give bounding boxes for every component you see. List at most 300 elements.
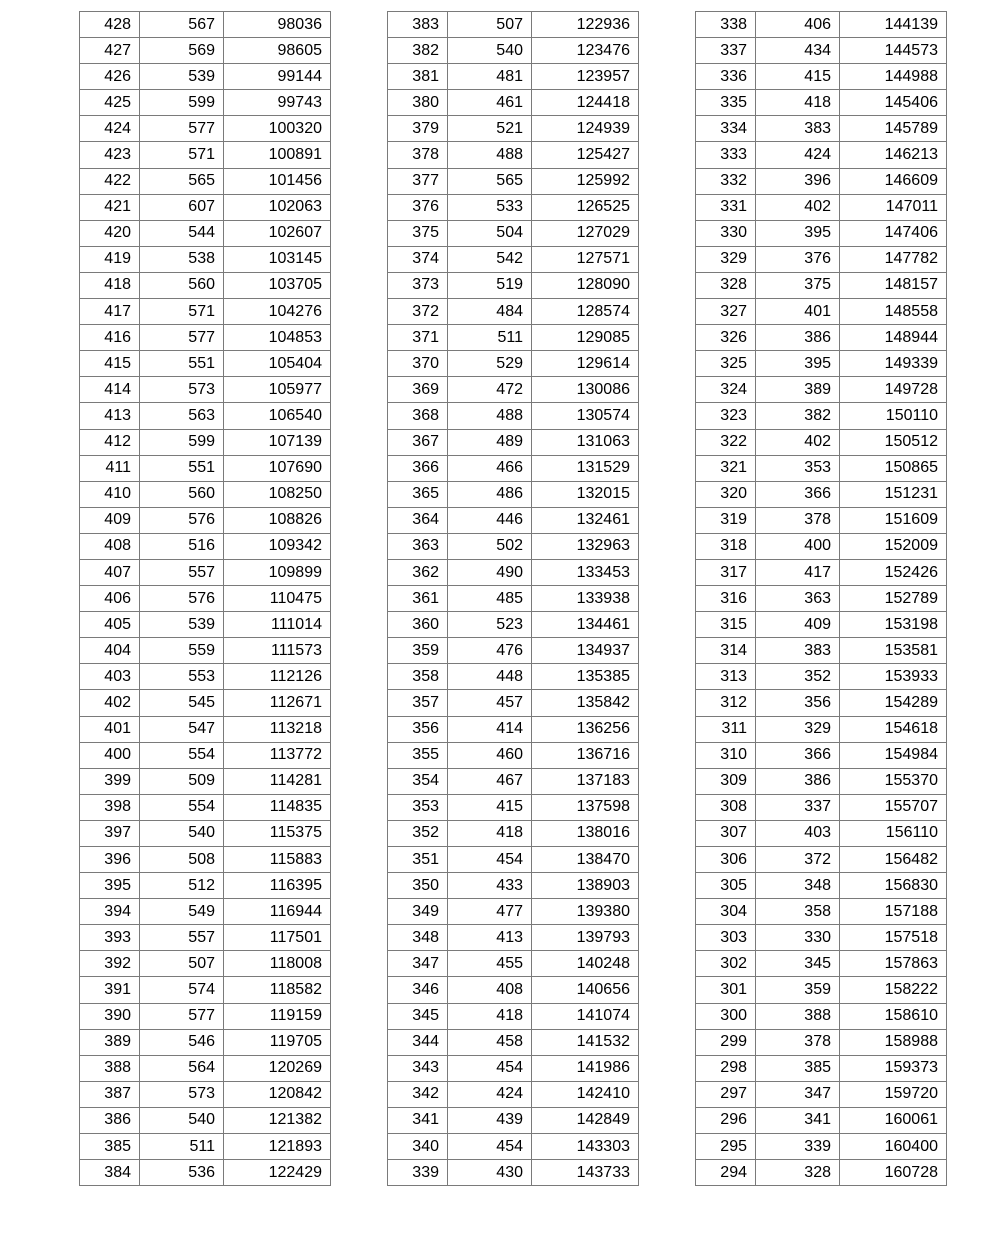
table-row [388,455,639,481]
cumulative-cell: 105977 [224,377,331,403]
cumulative-cell: 132461 [532,507,639,533]
table-row [80,820,331,846]
table-row [80,507,331,533]
cumulative-cell: 123957 [532,64,639,90]
cumulative-cell: 139793 [532,925,639,951]
table-row [696,194,947,220]
score-cell: 380 [388,90,448,116]
table-row [80,455,331,481]
cumulative-cell: 114835 [224,794,331,820]
table-row [80,951,331,977]
cumulative-cell: 113218 [224,716,331,742]
count-cell: 545 [140,690,224,716]
cumulative-cell: 158610 [840,1003,947,1029]
score-cell: 302 [696,951,756,977]
table-row [388,1134,639,1160]
score-cell: 371 [388,325,448,351]
score-cell: 353 [388,794,448,820]
cumulative-cell: 125427 [532,142,639,168]
cumulative-cell: 130574 [532,403,639,429]
score-cell: 417 [80,299,140,325]
score-cell: 337 [696,38,756,64]
cumulative-cell: 114281 [224,768,331,794]
cumulative-cell: 110475 [224,586,331,612]
score-cell: 373 [388,272,448,298]
score-cell: 392 [80,951,140,977]
count-cell: 485 [448,586,532,612]
count-cell: 424 [756,142,840,168]
cumulative-cell: 148558 [840,299,947,325]
cumulative-cell: 149728 [840,377,947,403]
count-cell: 554 [140,742,224,768]
cumulative-cell: 100891 [224,142,331,168]
count-cell: 476 [448,638,532,664]
count-cell: 576 [140,507,224,533]
cumulative-cell: 113772 [224,742,331,768]
count-cell: 511 [140,1134,224,1160]
count-cell: 544 [140,220,224,246]
count-cell: 509 [140,768,224,794]
score-cell: 365 [388,481,448,507]
cumulative-cell: 103705 [224,272,331,298]
score-cell: 321 [696,455,756,481]
table-row [388,64,639,90]
table-row [696,638,947,664]
table-row [80,325,331,351]
count-cell: 551 [140,455,224,481]
cumulative-cell: 140656 [532,977,639,1003]
cumulative-cell: 112126 [224,664,331,690]
score-cell: 303 [696,925,756,951]
table-row [696,977,947,1003]
cumulative-cell: 138903 [532,873,639,899]
count-cell: 386 [756,768,840,794]
count-cell: 564 [140,1055,224,1081]
cumulative-cell: 112671 [224,690,331,716]
table-row [388,820,639,846]
cumulative-cell: 109899 [224,559,331,585]
score-cell: 418 [80,272,140,298]
table-row [388,12,639,38]
table-row [80,977,331,1003]
count-cell: 574 [140,977,224,1003]
score-cell: 348 [388,925,448,951]
cumulative-cell: 120842 [224,1081,331,1107]
cumulative-cell: 124939 [532,116,639,142]
cumulative-cell: 144988 [840,64,947,90]
cumulative-cell: 146213 [840,142,947,168]
cumulative-cell: 141986 [532,1055,639,1081]
cumulative-cell: 101456 [224,168,331,194]
score-cell: 397 [80,820,140,846]
score-cell: 333 [696,142,756,168]
count-cell: 507 [448,12,532,38]
score-cell: 390 [80,1003,140,1029]
cumulative-cell: 122936 [532,12,639,38]
score-cell: 330 [696,220,756,246]
count-cell: 366 [756,481,840,507]
cumulative-cell: 118582 [224,977,331,1003]
table-row [696,299,947,325]
cumulative-cell: 154289 [840,690,947,716]
count-cell: 458 [448,1029,532,1055]
cumulative-cell: 107139 [224,429,331,455]
count-cell: 599 [140,429,224,455]
cumulative-cell: 126525 [532,194,639,220]
cumulative-cell: 139380 [532,899,639,925]
table-row [388,429,639,455]
count-cell: 424 [448,1081,532,1107]
cumulative-cell: 115883 [224,847,331,873]
score-cell: 402 [80,690,140,716]
score-cell: 414 [80,377,140,403]
table-row [388,977,639,1003]
table-row [80,272,331,298]
table-row [696,533,947,559]
cumulative-cell: 148157 [840,272,947,298]
count-cell: 576 [140,586,224,612]
table-row [388,925,639,951]
table-row [388,38,639,64]
score-cell: 416 [80,325,140,351]
cumulative-cell: 137183 [532,768,639,794]
table-row [696,90,947,116]
table-row [696,1003,947,1029]
table-row [696,64,947,90]
count-cell: 599 [140,90,224,116]
score-cell: 411 [80,455,140,481]
score-cell: 425 [80,90,140,116]
score-cell: 301 [696,977,756,1003]
table-row [388,246,639,272]
score-cell: 395 [80,873,140,899]
table-row [388,377,639,403]
score-cell: 329 [696,246,756,272]
table-row [80,351,331,377]
score-cell: 375 [388,220,448,246]
cumulative-cell: 119159 [224,1003,331,1029]
cumulative-cell: 159373 [840,1055,947,1081]
cumulative-cell: 99144 [224,64,331,90]
score-cell: 405 [80,612,140,638]
table-row [388,1160,639,1186]
table-row [80,925,331,951]
score-cell: 374 [388,246,448,272]
score-cell: 415 [80,351,140,377]
count-cell: 557 [140,925,224,951]
count-cell: 529 [448,351,532,377]
table-row [80,1160,331,1186]
table-row [80,559,331,585]
table-row [388,690,639,716]
score-cell: 336 [696,64,756,90]
table-row [388,351,639,377]
score-cell: 383 [388,12,448,38]
table-row [80,1055,331,1081]
table-row [696,1160,947,1186]
score-cell: 350 [388,873,448,899]
cumulative-cell: 121382 [224,1107,331,1133]
table-row [80,533,331,559]
score-cell: 319 [696,507,756,533]
score-cell: 366 [388,455,448,481]
score-cell: 379 [388,116,448,142]
score-cell: 356 [388,716,448,742]
score-cell: 341 [388,1107,448,1133]
cumulative-cell: 151609 [840,507,947,533]
score-cell: 427 [80,38,140,64]
score-cell: 401 [80,716,140,742]
score-cell: 372 [388,299,448,325]
cumulative-cell: 152789 [840,586,947,612]
table-row [388,951,639,977]
score-cell: 407 [80,559,140,585]
table-row [696,272,947,298]
score-cell: 306 [696,847,756,873]
table-row [388,299,639,325]
cumulative-cell: 106540 [224,403,331,429]
cumulative-cell: 145789 [840,116,947,142]
count-cell: 337 [756,794,840,820]
table-row [80,1081,331,1107]
table-row [388,1003,639,1029]
cumulative-cell: 123476 [532,38,639,64]
count-cell: 418 [448,1003,532,1029]
score-cell: 314 [696,638,756,664]
cumulative-cell: 150512 [840,429,947,455]
score-cell: 323 [696,403,756,429]
score-table-2 [387,11,639,1186]
count-cell: 353 [756,455,840,481]
cumulative-cell: 146609 [840,168,947,194]
count-cell: 375 [756,272,840,298]
score-cell: 320 [696,481,756,507]
table-row [388,742,639,768]
count-cell: 553 [140,664,224,690]
cumulative-cell: 144573 [840,38,947,64]
table-row [80,38,331,64]
count-cell: 577 [140,325,224,351]
cumulative-cell: 98605 [224,38,331,64]
table-row [388,507,639,533]
cumulative-cell: 116395 [224,873,331,899]
count-cell: 395 [756,220,840,246]
score-cell: 340 [388,1134,448,1160]
score-cell: 349 [388,899,448,925]
count-cell: 396 [756,168,840,194]
table-row [80,1003,331,1029]
score-cell: 351 [388,847,448,873]
count-cell: 414 [448,716,532,742]
cumulative-cell: 152009 [840,533,947,559]
count-cell: 359 [756,977,840,1003]
table-row [80,194,331,220]
score-cell: 394 [80,899,140,925]
table-row [80,403,331,429]
count-cell: 454 [448,1055,532,1081]
table-row [80,220,331,246]
count-cell: 358 [756,899,840,925]
count-cell: 339 [756,1134,840,1160]
score-cell: 299 [696,1029,756,1055]
cumulative-cell: 156482 [840,847,947,873]
score-cell: 360 [388,612,448,638]
score-cell: 368 [388,403,448,429]
cumulative-cell: 160061 [840,1107,947,1133]
table-row [696,925,947,951]
score-cell: 406 [80,586,140,612]
table-row [80,586,331,612]
table-row [388,168,639,194]
table-row [80,168,331,194]
count-cell: 540 [448,38,532,64]
cumulative-cell: 156110 [840,820,947,846]
cumulative-cell: 120269 [224,1055,331,1081]
table-row [80,1107,331,1133]
cumulative-cell: 159720 [840,1081,947,1107]
count-cell: 533 [448,194,532,220]
table-row [696,1029,947,1055]
score-table-3 [695,11,947,1186]
cumulative-cell: 151231 [840,481,947,507]
score-cell: 327 [696,299,756,325]
table-row [696,951,947,977]
table-row [388,325,639,351]
score-cell: 344 [388,1029,448,1055]
table-row [388,142,639,168]
score-cell: 339 [388,1160,448,1186]
count-cell: 454 [448,1134,532,1160]
cumulative-cell: 102063 [224,194,331,220]
cumulative-cell: 149339 [840,351,947,377]
count-cell: 546 [140,1029,224,1055]
table-row [696,873,947,899]
count-cell: 538 [140,246,224,272]
score-cell: 325 [696,351,756,377]
score-cell: 343 [388,1055,448,1081]
score-cell: 400 [80,742,140,768]
count-cell: 554 [140,794,224,820]
count-cell: 516 [140,533,224,559]
score-cell: 413 [80,403,140,429]
cumulative-cell: 118008 [224,951,331,977]
count-cell: 446 [448,507,532,533]
table-row [696,1107,947,1133]
table-row [80,1134,331,1160]
score-cell: 421 [80,194,140,220]
table-row [80,847,331,873]
cumulative-cell: 100320 [224,116,331,142]
score-cell: 322 [696,429,756,455]
cumulative-cell: 140248 [532,951,639,977]
score-cell: 342 [388,1081,448,1107]
table-row [696,377,947,403]
count-cell: 454 [448,847,532,873]
score-cell: 384 [80,1160,140,1186]
score-cell: 338 [696,12,756,38]
cumulative-cell: 130086 [532,377,639,403]
score-cell: 305 [696,873,756,899]
cumulative-cell: 138470 [532,847,639,873]
count-cell: 385 [756,1055,840,1081]
cumulative-cell: 160728 [840,1160,947,1186]
count-cell: 539 [140,64,224,90]
score-cell: 358 [388,664,448,690]
cumulative-cell: 158222 [840,977,947,1003]
count-cell: 559 [140,638,224,664]
score-cell: 404 [80,638,140,664]
count-cell: 417 [756,559,840,585]
cumulative-cell: 157188 [840,899,947,925]
cumulative-cell: 102607 [224,220,331,246]
table-row [696,612,947,638]
count-cell: 488 [448,403,532,429]
score-cell: 428 [80,12,140,38]
score-cell: 391 [80,977,140,1003]
score-cell: 345 [388,1003,448,1029]
table-row [388,533,639,559]
cumulative-cell: 128090 [532,272,639,298]
cumulative-cell: 153581 [840,638,947,664]
score-cell: 398 [80,794,140,820]
score-cell: 388 [80,1055,140,1081]
cumulative-cell: 107690 [224,455,331,481]
cumulative-cell: 109342 [224,533,331,559]
table-row [696,116,947,142]
count-cell: 488 [448,142,532,168]
count-cell: 507 [140,951,224,977]
cumulative-cell: 155707 [840,794,947,820]
table-row [696,716,947,742]
count-cell: 439 [448,1107,532,1133]
table-row [696,403,947,429]
table-row [696,586,947,612]
table-row [388,220,639,246]
table-row [696,742,947,768]
score-cell: 331 [696,194,756,220]
cumulative-cell: 119705 [224,1029,331,1055]
table-row [388,481,639,507]
cumulative-cell: 150110 [840,403,947,429]
score-cell: 355 [388,742,448,768]
score-cell: 295 [696,1134,756,1160]
cumulative-cell: 121893 [224,1134,331,1160]
count-cell: 356 [756,690,840,716]
score-cell: 419 [80,246,140,272]
table-row [80,246,331,272]
table-row [696,847,947,873]
cumulative-cell: 157863 [840,951,947,977]
count-cell: 484 [448,299,532,325]
table-row [696,429,947,455]
table-row [80,1029,331,1055]
score-cell: 324 [696,377,756,403]
cumulative-cell: 158988 [840,1029,947,1055]
score-cell: 307 [696,820,756,846]
count-cell: 433 [448,873,532,899]
score-cell: 308 [696,794,756,820]
score-cell: 357 [388,690,448,716]
table-row [696,899,947,925]
count-cell: 448 [448,664,532,690]
table-row [388,847,639,873]
table-row [696,1134,947,1160]
count-cell: 466 [448,455,532,481]
cumulative-cell: 134937 [532,638,639,664]
score-cell: 364 [388,507,448,533]
count-cell: 402 [756,429,840,455]
cumulative-cell: 143303 [532,1134,639,1160]
